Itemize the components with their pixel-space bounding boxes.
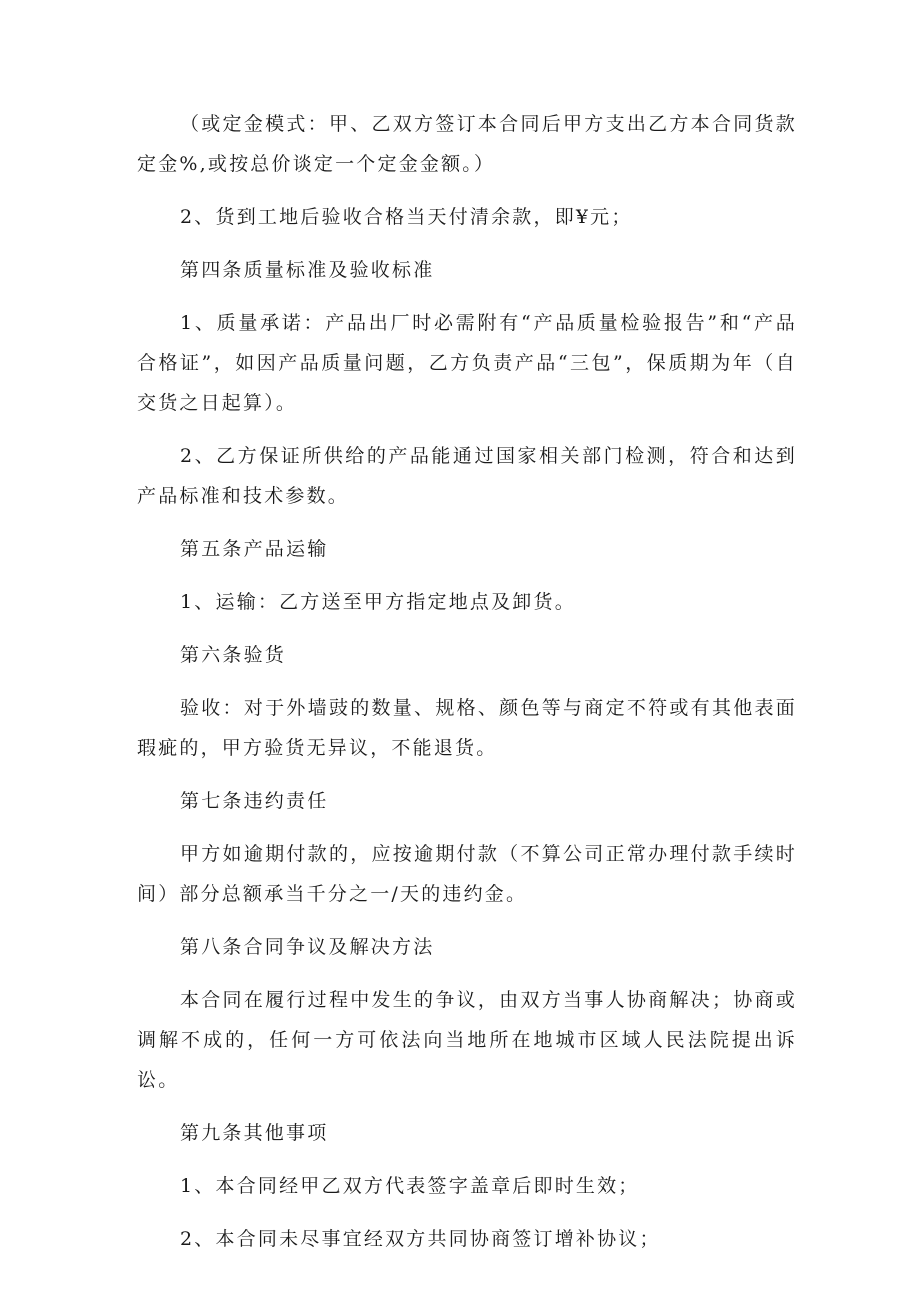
paragraph-dispute-resolution: 本合同在履行过程中发生的争议，由双方当事人协商解决；协商或调解不成的，任何一方可依法向当地所在地城市区域人民法院提出诉讼。: [137, 989, 797, 1091]
heading-article-8: 第八条合同争议及解决方法: [180, 936, 435, 958]
paragraph-deposit-mode: （或定金模式：甲、乙双方签订本合同后甲方支出乙方本合同货款定金%,或按总价谈定一个定金金额。）: [137, 113, 797, 175]
paragraph-quality-commitment: 1、质量承诺：产品出厂时必需附有“产品质量检验报告”和“产品合格证”，如因产品质量问题，乙方负责产品“三包”，保质期为年（自交货之日起算）。: [137, 312, 797, 414]
heading-article-6: 第六条验货: [180, 644, 287, 666]
paragraph-supplementary-agreement: 2、本合同未尽事宜经双方共同协商签订增补协议；: [180, 1228, 661, 1250]
paragraph-quality-guarantee: 2、乙方保证所供给的产品能通过国家相关部门检测，符合和达到产品标准和技术参数。: [137, 445, 797, 507]
paragraph-breach-liability: 甲方如逾期付款的，应按逾期付款（不算公司正常办理付款手续时间）部分总额承当千分之一/天的违约金。: [137, 843, 797, 905]
paragraph-transport: 1、运输：乙方送至甲方指定地点及卸货。: [180, 591, 576, 613]
paragraph-effectiveness: 1、本合同经甲乙双方代表签字盖章后即时生效；: [180, 1175, 640, 1197]
document-body: [137, 104, 797, 1272]
paragraph-balance-payment: 2、货到工地后验收合格当天付清余款，即¥元；: [180, 206, 633, 228]
heading-article-4: 第四条质量标准及验收标准: [180, 259, 435, 281]
heading-article-7: 第七条违约责任: [180, 790, 329, 812]
heading-article-9: 第九条其他事项: [180, 1122, 329, 1144]
paragraph-inspection: 验收：对于外墙豉的数量、规格、颜色等与商定不符或有其他表面瑕疵的，甲方验货无异议，不能退货。: [137, 697, 797, 759]
heading-article-5: 第五条产品运输: [180, 538, 329, 560]
